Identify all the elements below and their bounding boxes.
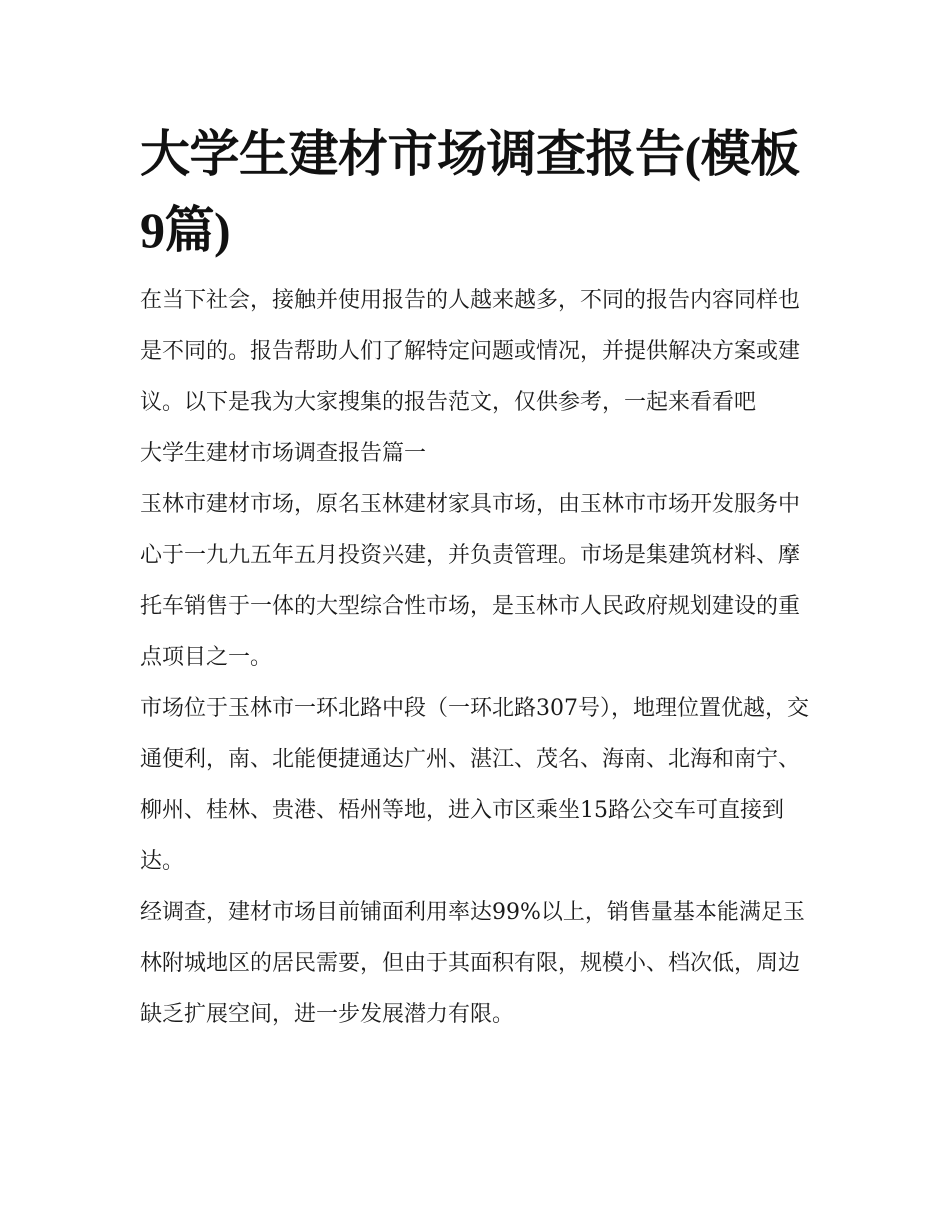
body-paragraph: 市场位于玉林市一环北路中段（一环北路307号），地理位置优越，交通便利，南、北能便捷通达广州、湛江、茂名、海南、北海和南宁、柳州、桂林、贵港、梧州等地，进入市区乘坐15路公交车可直接到达。 xyxy=(140,696,809,874)
document-body xyxy=(140,275,820,1040)
document-title: 大学生建材市场调查报告(模板9篇) xyxy=(140,126,800,258)
section-heading: 大学生建材市场调查报告篇一 xyxy=(140,441,427,466)
intro-paragraph: 在当下社会，接触并使用报告的人越来越多，不同的报告内容同样也是不同的。报告帮助人们了解特定问题或情况，并提供解决方案或建议。以下是我为大家搜集的报告范文，仅供参考，一起来看看吧 xyxy=(140,288,801,415)
body-paragraph: 玉林市建材市场，原名玉林建材家具市场，由玉林市市场开发服务中心于一九九五年五月投资兴建，并负责管理。市场是集建筑材料、摩托车销售于一体的大型综合性市场，是玉林市人民政府规划建设的重点项目之一。 xyxy=(140,492,801,670)
body-paragraph: 经调查，建材市场目前铺面利用率达99%以上，销售量基本能满足玉林附城地区的居民需要，但由于其面积有限，规模小、档次低，周边缺乏扩展空间，进一步发展潜力有限。 xyxy=(140,900,805,1027)
